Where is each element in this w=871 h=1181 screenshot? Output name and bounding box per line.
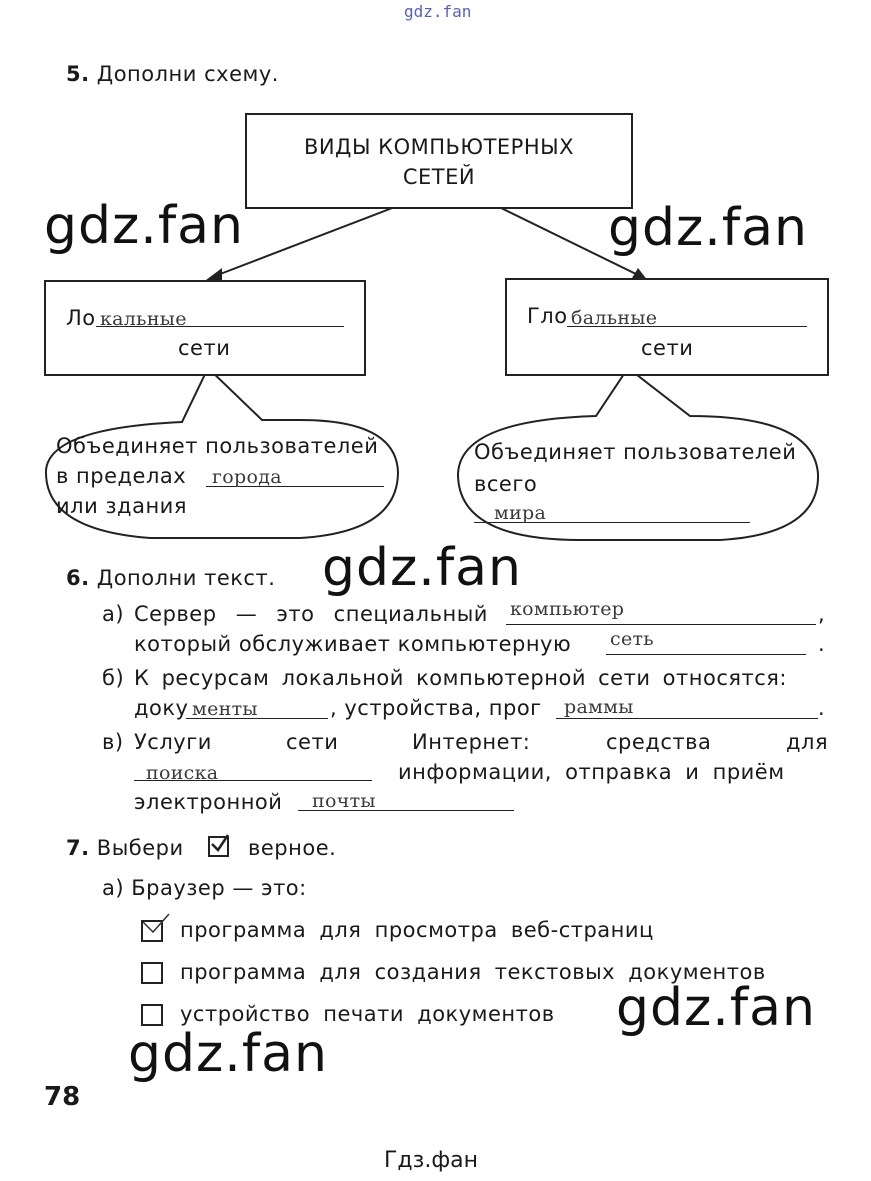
page-footer: Гдз.фан <box>384 1148 478 1173</box>
task7-number: 7. <box>66 836 90 860</box>
right-callout-answer: мира <box>494 502 547 524</box>
task6b-label: б) <box>102 666 125 690</box>
task6v-word5: для <box>786 730 829 754</box>
task6b-dot: . <box>818 696 826 720</box>
task6v-word4: средства <box>606 730 712 754</box>
task6v-word3: Интернет: <box>412 730 531 754</box>
root-box-line1: ВИДЫ КОМПЬЮТЕРНЫХ <box>303 135 575 159</box>
diagram-root-box <box>245 113 633 209</box>
right-callout-line1: Объединяет пользователей <box>474 440 797 464</box>
task6v-label: в) <box>102 730 124 754</box>
task7a-question: а) Браузер — это: <box>102 876 307 900</box>
task6a-comma: , <box>818 602 826 626</box>
task6v-answer2: почты <box>312 790 376 812</box>
task6a-text2: который обслуживает компьютерную <box>134 632 572 656</box>
global-prefix: Гло <box>527 304 568 328</box>
local-answer: кальные <box>100 308 187 330</box>
watermark: gdz.fan <box>322 538 522 598</box>
task6a-answer2: сеть <box>610 628 654 650</box>
task6b-answer2: раммы <box>564 696 634 718</box>
task6b-text2a: доку <box>134 696 189 720</box>
local-prefix: Ло <box>66 306 96 330</box>
task6a-answer1-line[interactable] <box>506 624 816 625</box>
global-suffix: сети <box>641 336 694 360</box>
option-label: устройство печати документов <box>180 1002 555 1026</box>
left-callout-line1: Объединяет пользователей <box>56 434 379 458</box>
watermark: gdz.fan <box>608 198 808 258</box>
task7-instruction-b: верное. <box>248 836 337 860</box>
task7-heading <box>66 836 184 860</box>
global-answer: бальные <box>571 307 658 329</box>
local-networks-box <box>44 280 366 376</box>
task6v-answer1: поиска <box>146 762 219 784</box>
task6a-dot: . <box>818 632 826 656</box>
left-callout-answer: города <box>212 466 282 488</box>
task6-number: 6. <box>66 566 90 590</box>
task6v-text2: информации, отправка и приём <box>398 760 785 784</box>
option-checkbox[interactable] <box>141 1004 163 1026</box>
left-callout-line2: в пределах <box>56 464 187 488</box>
left-callout-line3: или здания <box>56 494 187 518</box>
task6a-text1: Сервер — это специальный <box>134 602 488 626</box>
option-label: программа для создания текстовых документов <box>180 960 766 984</box>
local-suffix: сети <box>178 336 231 360</box>
task6a-label: а) <box>102 602 125 626</box>
watermark: gdz.fan <box>44 196 244 256</box>
task6b-answer1: менты <box>192 698 258 720</box>
task5-number: 5. <box>66 62 90 86</box>
watermark: gdz.fan <box>128 1024 328 1084</box>
task6-heading <box>66 566 275 590</box>
task6a-answer1: компьютер <box>510 598 625 620</box>
watermark: gdz.fan <box>616 978 816 1038</box>
task6v-text3: электронной <box>134 790 283 814</box>
site-header: gdz.fan <box>404 2 472 21</box>
page-number: 78 <box>44 1082 81 1112</box>
task6-instruction: Дополни текст. <box>96 566 276 590</box>
task6v-word1: Услуги <box>134 730 212 754</box>
root-box-line2: СЕТЕЙ <box>402 165 476 189</box>
global-networks-box <box>505 278 829 376</box>
task6b-text2b: , устройства, прог <box>330 696 542 720</box>
option-checkbox-checked[interactable] <box>141 920 163 942</box>
task6b-answer2-line[interactable] <box>556 718 818 719</box>
task5-instruction: Дополни схему. <box>96 62 279 86</box>
task6v-word2: сети <box>286 730 339 754</box>
option-label: программа для просмотра веб-страниц <box>180 918 654 942</box>
task5-heading <box>66 62 279 86</box>
checkmark-icon <box>208 836 229 857</box>
task6b-text1: К ресурсам локальной компьютерной сети относятся: <box>134 666 787 690</box>
task6a-answer2-line[interactable] <box>606 654 806 655</box>
right-callout-line2: всего <box>474 472 538 496</box>
option-checkbox[interactable] <box>141 962 163 984</box>
task7-instruction-a: Выбери <box>96 836 184 860</box>
